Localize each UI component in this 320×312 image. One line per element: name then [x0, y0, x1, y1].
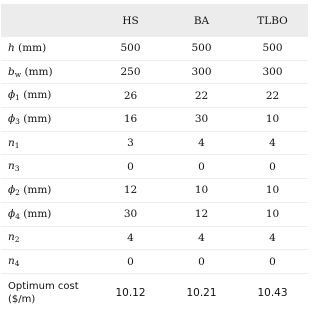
row-label	[1, 37, 95, 60]
header-row	[1, 4, 308, 37]
table-cell: 16	[123, 113, 138, 126]
table-cell: 10	[265, 208, 280, 221]
optimum-cost-cell: 10.21	[186, 286, 217, 299]
row-subscript: 3	[14, 164, 20, 174]
row-subscript: 4	[15, 211, 20, 221]
table-cell: 0	[198, 255, 205, 268]
optimum-cost-label-line2: ($/m)	[8, 293, 36, 305]
row-label	[1, 202, 95, 226]
table-cell: 22	[265, 89, 280, 102]
table-row	[1, 131, 308, 155]
table-cell: 500	[262, 42, 283, 55]
table-cell: 10	[194, 184, 209, 197]
row-symbol: ϕ	[8, 112, 16, 125]
table-row	[1, 60, 308, 84]
row-subscript: 1	[14, 140, 20, 150]
optimum-cost-label-line1: Optimum cost	[8, 280, 79, 292]
table-cell: 4	[269, 137, 276, 150]
row-subscript: w	[14, 69, 22, 79]
row-symbol: n	[8, 255, 15, 268]
table-row	[1, 37, 308, 60]
table-cell: 4	[198, 231, 205, 244]
row-subscript: 3	[15, 116, 20, 126]
row-label	[1, 179, 95, 203]
table-cell: 500	[120, 42, 141, 55]
row-symbol: h	[8, 41, 15, 54]
table-row	[1, 155, 308, 179]
table-cell: 30	[123, 208, 138, 221]
row-symbol: n	[8, 160, 15, 173]
row-unit: (mm)	[19, 207, 52, 220]
row-label	[1, 131, 95, 155]
row-subscript: 2	[15, 187, 20, 197]
table-cell: 250	[120, 66, 141, 79]
row-label	[1, 226, 95, 250]
row-symbol: n	[8, 136, 15, 149]
table-cell: 22	[194, 89, 209, 102]
row-label	[1, 60, 95, 84]
table-row	[1, 250, 308, 274]
table-cell: 4	[269, 231, 276, 244]
row-symbol: ϕ	[8, 183, 16, 196]
row-label	[1, 84, 95, 108]
row-unit: (mm)	[19, 89, 52, 102]
row-label	[1, 108, 95, 132]
table-row	[1, 84, 308, 108]
table-cell: 0	[269, 160, 276, 173]
row-symbol: b	[8, 65, 15, 78]
table-cell: 0	[198, 160, 205, 173]
results-table	[1, 4, 308, 312]
table-row	[1, 108, 308, 132]
header-cell-hs: HS	[122, 14, 139, 27]
optimum-cost-cell: 10.43	[257, 286, 288, 299]
table-cell: 4	[198, 137, 205, 150]
row-symbol: ϕ	[8, 89, 16, 102]
header-cell-ba: BA	[193, 14, 210, 27]
row-symbol: ϕ	[8, 207, 16, 220]
row-unit: (mm)	[19, 112, 52, 125]
row-subscript: 2	[14, 235, 20, 245]
row-label	[1, 155, 95, 179]
table-cell: 3	[127, 137, 134, 150]
table-row	[1, 179, 308, 203]
table-cell: 10	[265, 184, 280, 197]
table-row	[1, 226, 308, 250]
row-symbol: n	[8, 231, 15, 244]
table-cell: 0	[127, 255, 134, 268]
table-cell: 300	[262, 66, 283, 79]
optimum-cost-label	[1, 273, 95, 312]
table-cell: 12	[123, 184, 138, 197]
table-cell: 4	[127, 231, 134, 244]
table-cell: 26	[123, 89, 138, 102]
table-body	[1, 37, 308, 312]
row-unit: (mm)	[14, 41, 47, 54]
table-cell: 0	[127, 160, 134, 173]
row-subscript: 4	[14, 259, 20, 269]
optimum-cost-row	[1, 273, 308, 312]
table-cell: 12	[194, 208, 209, 221]
row-unit: (mm)	[19, 183, 52, 196]
optimum-cost-cell: 10.12	[115, 286, 146, 299]
table-cell: 10	[265, 113, 280, 126]
table-row	[1, 202, 308, 226]
header-cell-tlbo: TLBO	[257, 14, 288, 27]
table-cell: 0	[269, 255, 276, 268]
table-cell: 30	[194, 113, 209, 126]
row-unit: (mm)	[21, 65, 53, 78]
row-label	[1, 250, 95, 274]
table-cell: 300	[191, 66, 212, 79]
row-subscript: 1	[15, 93, 20, 103]
table-cell: 500	[191, 42, 212, 55]
header-cell-label	[1, 4, 95, 37]
